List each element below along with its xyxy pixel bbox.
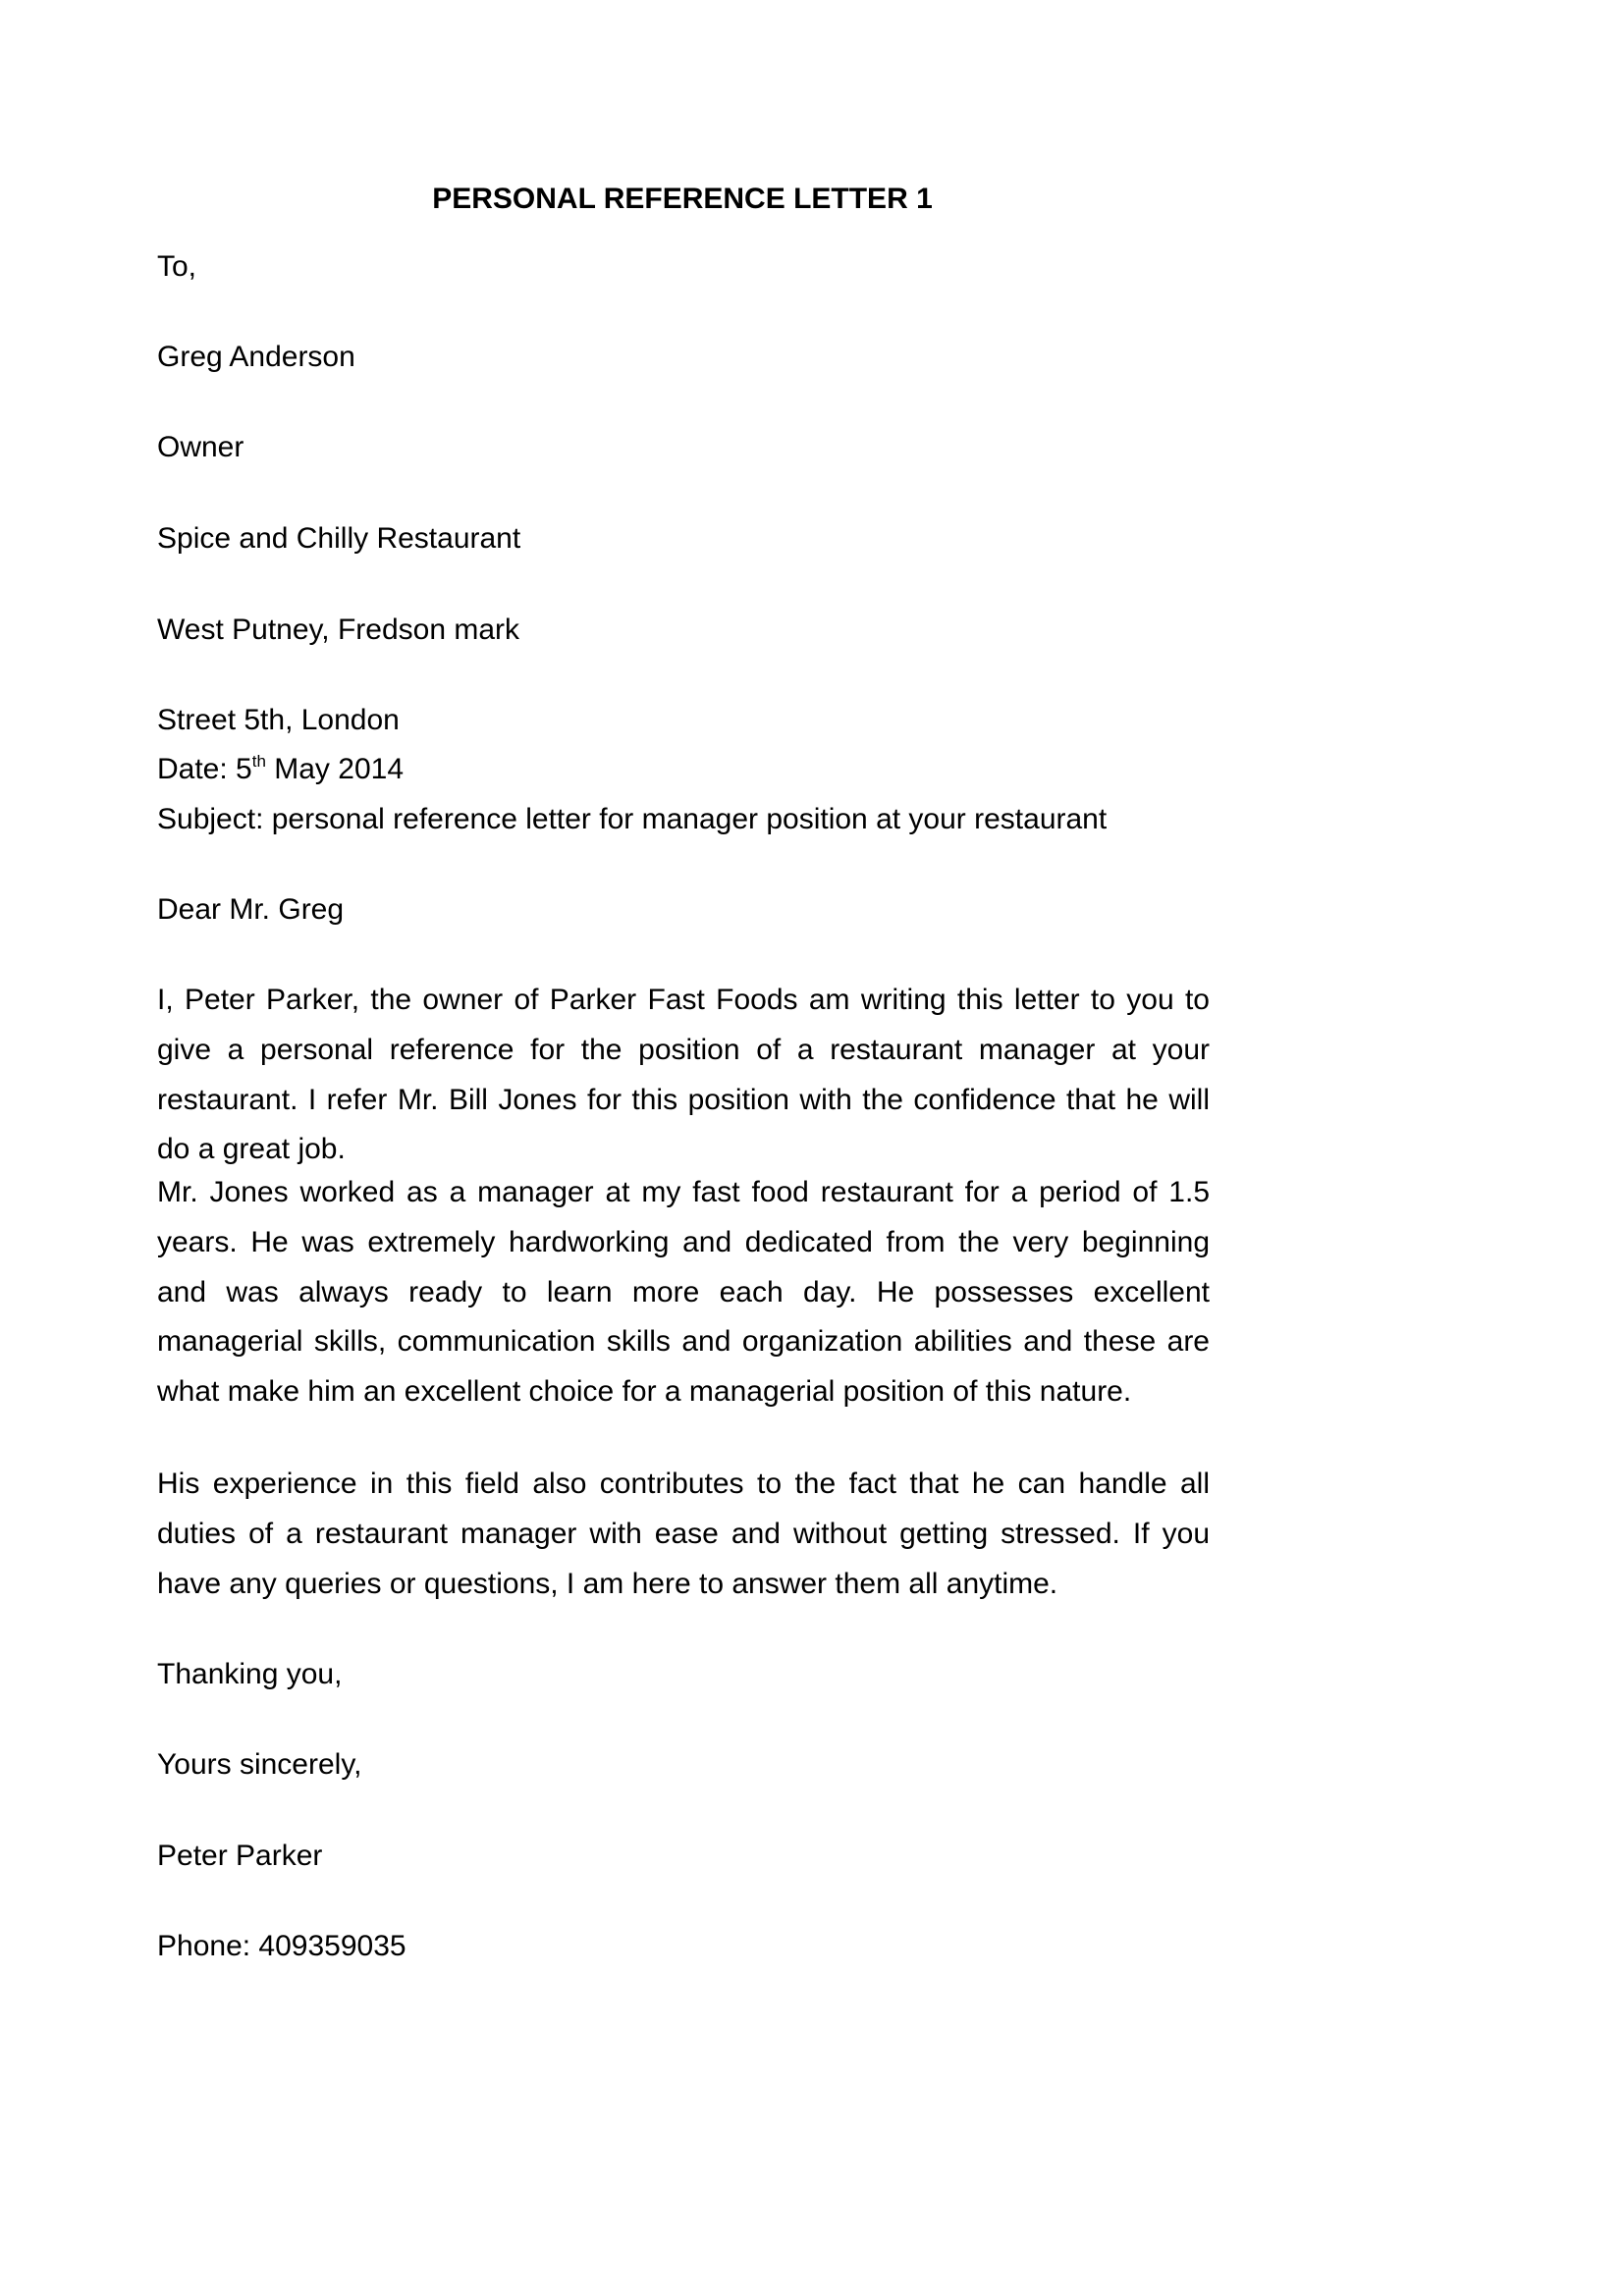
salutation-to: To, (157, 250, 197, 283)
recipient-title: Owner (157, 431, 244, 463)
closing-thanks: Thanking you, (157, 1658, 343, 1690)
letter-subject: Subject: personal reference letter for manager position at your restaurant (157, 803, 1108, 835)
date-rest: May 2014 (265, 753, 405, 785)
letter-title: PERSONAL REFERENCE LETTER 1 (432, 183, 933, 215)
body-paragraph-3: His experience in this field also contributes to the fact that he can handle all duties of a restaurant manager with ease and without getting stressed. If you have any queries or questions, I am here to answer them all anytime. (157, 1468, 1210, 1600)
closing-sincerely: Yours sincerely, (157, 1748, 362, 1781)
date-ordinal-suffix: th (251, 752, 266, 771)
body-paragraph-2: Mr. Jones worked as a manager at my fast food restaurant for a period of 1.5 years. He was extremely hardworking and dedicated from the very beginning and was always ready to learn more each day. He possesses excellent managerial skills, communication skills and organization abilities and these are what make him an excellent choice for a managerial position of this nature. (157, 1176, 1210, 1409)
address-line-2: Street 5th, London (157, 704, 400, 736)
recipient-company: Spice and Chilly Restaurant (157, 522, 521, 555)
signer-phone: Phone: 409359035 (157, 1930, 406, 1962)
signer-name: Peter Parker (157, 1840, 323, 1872)
date-label: Date: 5 (157, 753, 252, 785)
letter-date (157, 750, 404, 789)
body-paragraph-1: I, Peter Parker, the owner of Parker Fast Foods am writing this letter to you to give a personal reference for the position of a restaurant manager at your restaurant. I refer Mr. Bill Jones for this position with the confidence that he will do a great job. (157, 984, 1210, 1166)
letter-greeting: Dear Mr. Greg (157, 893, 345, 926)
recipient-name: Greg Anderson (157, 341, 355, 373)
address-line-1: West Putney, Fredson mark (157, 614, 520, 646)
